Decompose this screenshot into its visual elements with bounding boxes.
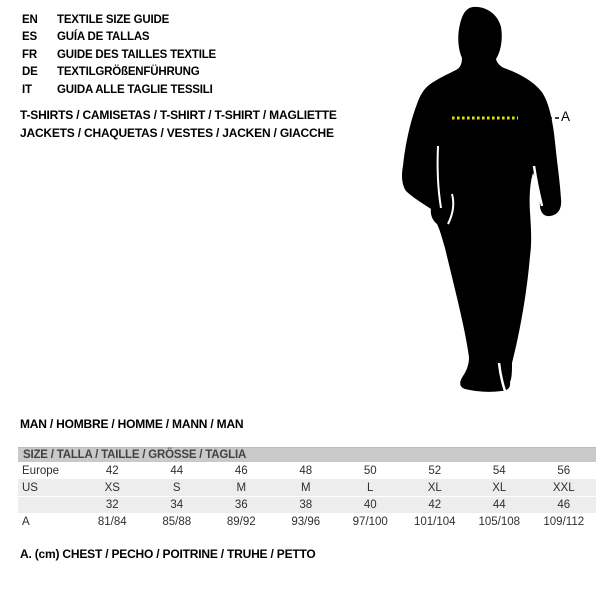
man-silhouette-figure xyxy=(400,0,600,400)
language-code: IT xyxy=(22,83,32,96)
table-row-us xyxy=(18,479,596,496)
language-row xyxy=(22,11,216,29)
table-row-numeric xyxy=(18,496,596,513)
table-cell: 42 xyxy=(105,464,119,477)
language-row xyxy=(22,29,216,47)
language-row xyxy=(22,64,216,82)
table-cell: XXL xyxy=(552,481,575,494)
language-label: TEXTILGRÖßENFÜHRUNG xyxy=(57,66,200,79)
row-label: A xyxy=(22,515,30,528)
language-code: ES xyxy=(22,31,37,44)
language-row xyxy=(22,81,216,99)
chest-footnote: A. (cm) CHEST / PECHO / POITRINE / TRUHE / PETTO xyxy=(20,547,316,561)
table-cell: 38 xyxy=(299,499,313,511)
table-cell: 40 xyxy=(363,499,377,511)
language-label: TEXTILE SIZE GUIDE xyxy=(57,13,170,26)
table-cell: 54 xyxy=(492,464,506,477)
category-tshirts: T-SHIRTS / CAMISETAS / T-SHIRT / T-SHIRT / MAGLIETTE xyxy=(20,108,337,122)
table-cell: 44 xyxy=(492,499,506,511)
language-label: GUÍA DE TALLAS xyxy=(57,31,150,44)
table-row-europe xyxy=(18,462,596,479)
table-cell: M xyxy=(300,481,311,494)
table-cell: 56 xyxy=(557,464,571,477)
row-label: US xyxy=(22,481,38,494)
language-code: FR xyxy=(22,48,37,61)
table-cell: 34 xyxy=(170,499,184,511)
table-cell: XS xyxy=(104,481,120,494)
table-cell: 81/84 xyxy=(97,515,127,528)
table-cell: 93/96 xyxy=(291,515,321,528)
language-label: GUIDA ALLE TAGLIE TESSILI xyxy=(57,83,213,96)
table-cell: XL xyxy=(427,481,442,494)
table-cell: 32 xyxy=(105,499,119,511)
size-table-header xyxy=(18,447,596,462)
table-cell: L xyxy=(367,481,374,494)
table-cell: 50 xyxy=(363,464,377,477)
language-code: EN xyxy=(22,13,38,26)
table-cell: M xyxy=(236,481,247,494)
row-label: Europe xyxy=(22,464,60,477)
table-cell: 109/112 xyxy=(543,515,585,528)
size-table-header-label: SIZE / TALLA / TAILLE / GRÖSSE / TAGLIA xyxy=(23,449,247,461)
table-cell: 42 xyxy=(428,499,442,511)
table-row-a-chest xyxy=(18,513,596,530)
table-cell: 36 xyxy=(234,499,248,511)
table-cell: 101/104 xyxy=(413,515,456,528)
category-jackets: JACKETS / CHAQUETAS / VESTES / JACKEN / GIACCHE xyxy=(20,126,334,140)
language-guide-list xyxy=(22,11,216,99)
language-code: DE xyxy=(22,66,38,79)
man-silhouette xyxy=(400,0,600,400)
table-cell: 44 xyxy=(170,464,184,477)
section-title-man: MAN / HOMBRE / HOMME / MANN / MAN xyxy=(20,417,244,431)
table-cell: 52 xyxy=(428,464,442,477)
table-cell: 48 xyxy=(299,464,313,477)
table-cell: 97/100 xyxy=(352,515,388,528)
table-cell: 89/92 xyxy=(226,515,256,528)
size-table xyxy=(18,447,596,530)
table-cell: 46 xyxy=(234,464,248,477)
category-lines xyxy=(20,106,337,142)
table-cell: S xyxy=(172,481,181,494)
measurement-marker-a: A xyxy=(561,109,571,124)
table-cell: 85/88 xyxy=(162,515,192,528)
table-cell: XL xyxy=(492,481,507,494)
language-label: GUIDE DES TAILLES TEXTILE xyxy=(57,48,216,61)
table-cell: 105/108 xyxy=(478,515,521,528)
table-cell: 46 xyxy=(557,499,571,511)
language-row xyxy=(22,46,216,64)
